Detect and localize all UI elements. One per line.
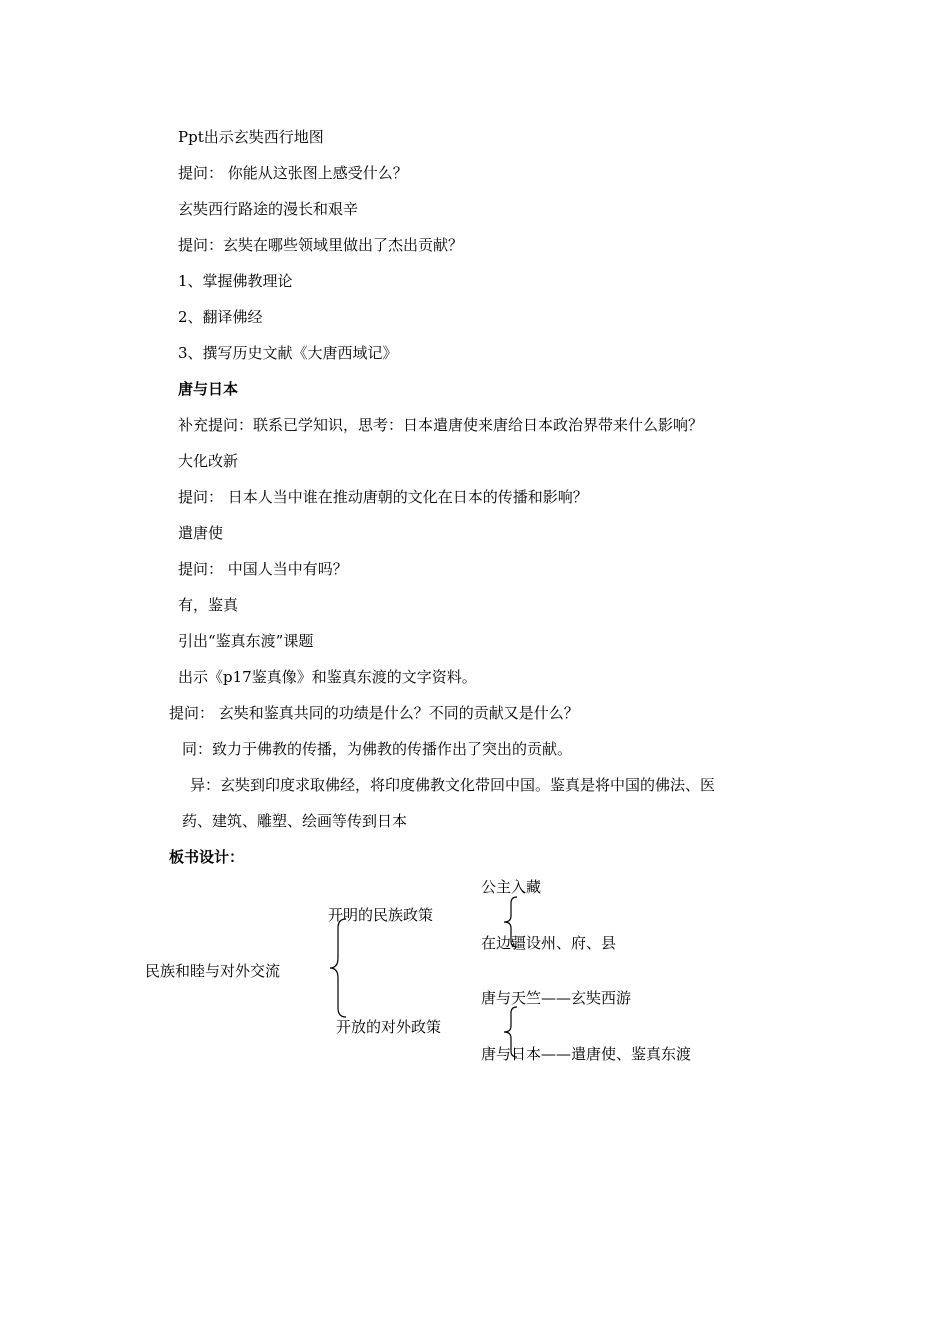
text-line-4: 提问：玄奘在哪些领域里做出了杰出贡献？ bbox=[178, 236, 464, 254]
text-line-3: 玄奘西行路途的漫长和艰辛 bbox=[178, 200, 359, 218]
text-line-20: 药、建筑、雕塑、绘画等传到日本 bbox=[182, 812, 408, 830]
text-line-1: Ppt出示玄奘西行地图 bbox=[178, 128, 324, 146]
text-line-19: 异：玄奘到印度求取佛经，将印度佛教文化带回中国。鉴真是将中国的佛法、医 bbox=[190, 776, 716, 794]
section-heading-tang-japan: 唐与日本 bbox=[178, 380, 239, 398]
text-line-13: 提问： 中国人当中有吗？ bbox=[178, 560, 348, 578]
text-line-12: 遣唐使 bbox=[178, 524, 224, 542]
main-brace-icon bbox=[328, 918, 352, 1018]
diagram-branch-foreign-policy: 开放的对外政策 bbox=[336, 1018, 442, 1036]
text-line-14: 有，鉴真 bbox=[178, 596, 239, 614]
text-line-15: 引出“鉴真东渡”课题 bbox=[178, 632, 314, 650]
text-line-11: 提问： 日本人当中谁在推动唐朝的文化在日本的传播和影响？ bbox=[178, 488, 588, 506]
text-line-16: 出示《p17鉴真像》和鉴真东渡的文字资料。 bbox=[178, 668, 477, 686]
diagram-branch-ethnic-policy: 开明的民族政策 bbox=[328, 906, 434, 924]
diagram-item-japan: 唐与日本——遣唐使、鉴真东渡 bbox=[481, 1045, 692, 1063]
text-line-18: 同：致力于佛教的传播，为佛教的传播作出了突出的贡献。 bbox=[182, 740, 573, 758]
diagram-item-princess: 公主入藏 bbox=[481, 878, 542, 896]
text-line-9: 补充提问：联系已学知识，思考：日本遣唐使来唐给日本政治界带来什么影响？ bbox=[178, 416, 704, 434]
board-design-heading: 板书设计： bbox=[169, 848, 245, 866]
text-line-2: 提问： 你能从这张图上感受什么？ bbox=[178, 164, 408, 182]
text-line-7: 3、撰写历史文献《大唐西域记》 bbox=[178, 344, 398, 362]
text-line-5: 1、掌握佛教理论 bbox=[178, 272, 293, 290]
text-line-10: 大化改新 bbox=[178, 452, 239, 470]
diagram-item-frontier: 在边疆设州、府、县 bbox=[481, 934, 617, 952]
text-line-6: 2、翻译佛经 bbox=[178, 308, 263, 326]
text-line-17: 提问： 玄奘和鉴真共同的功绩是什么？不同的贡献又是什么？ bbox=[169, 704, 579, 722]
diagram-root: 民族和睦与对外交流 bbox=[145, 962, 281, 980]
diagram-item-tianzhu: 唐与天竺——玄奘西游 bbox=[481, 989, 632, 1007]
